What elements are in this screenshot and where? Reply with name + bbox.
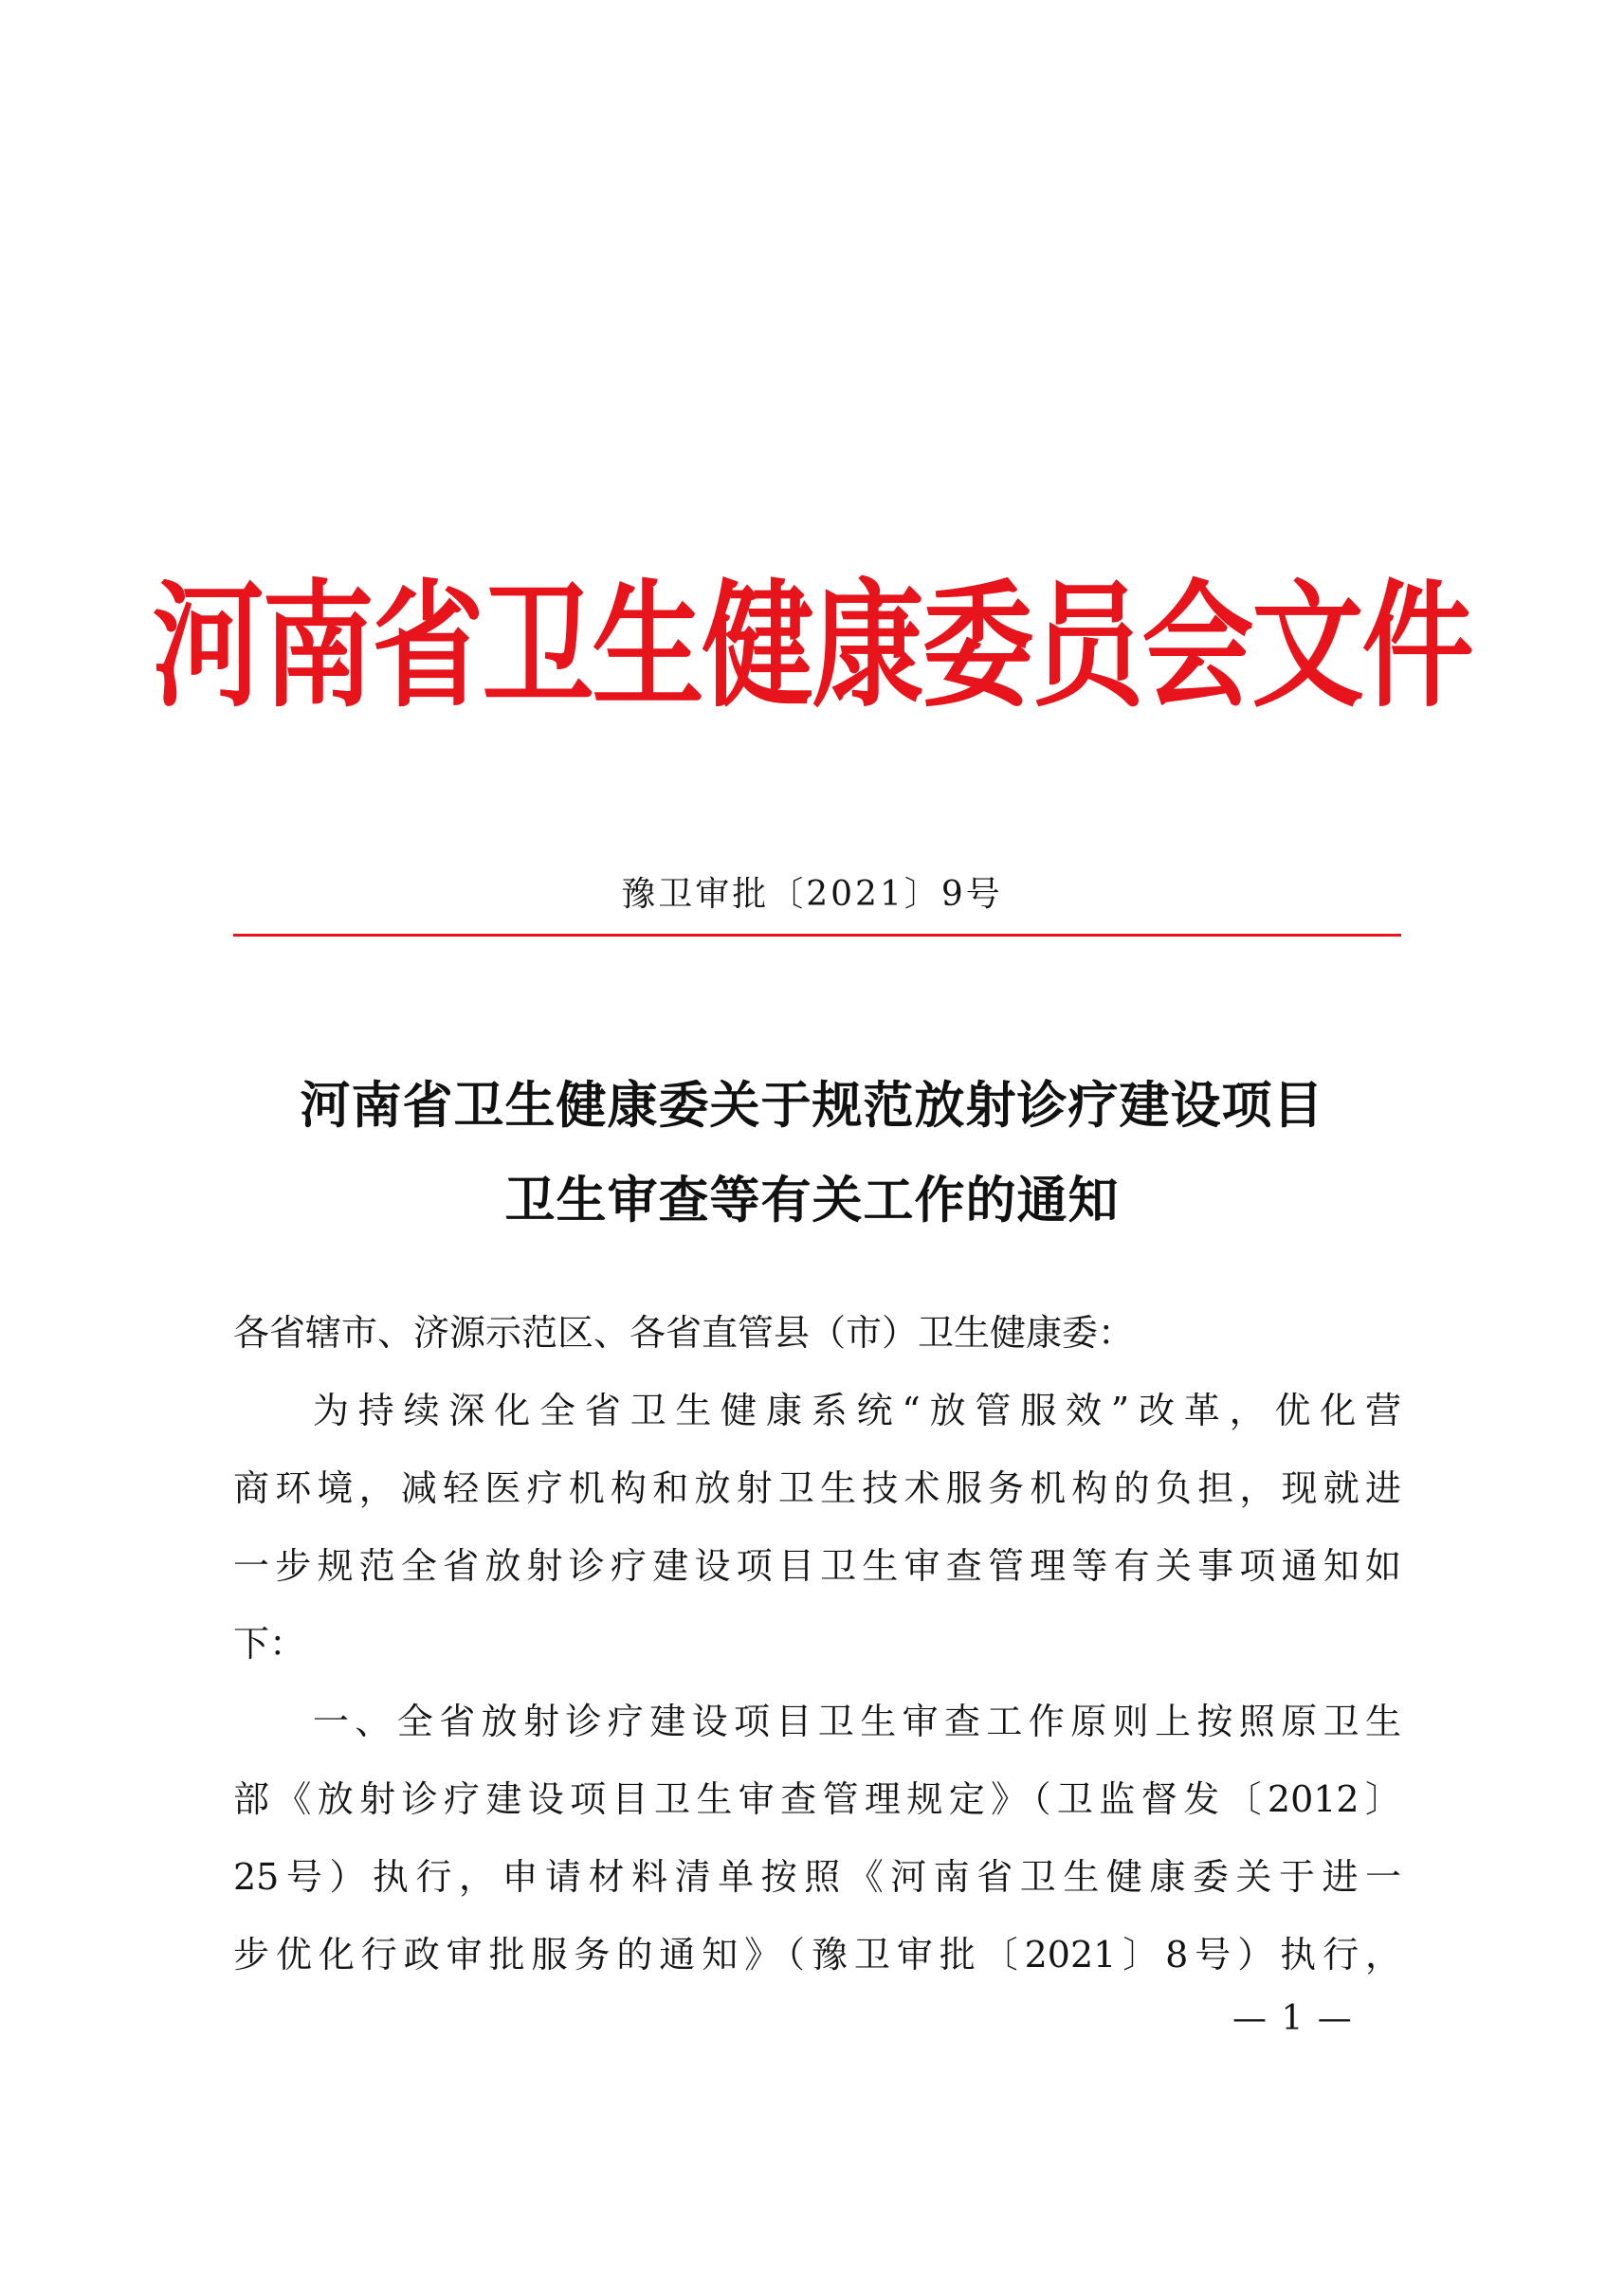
paragraph-1-line-2: 商环境，减轻医疗机构和放射卫生技术服务机构的负担，现就进 [233,1467,1401,1509]
notice-title-line-2: 卫生审查等有关工作的通知 [504,1172,1120,1229]
paragraph-2-line-3: 25号）执行，申请材料清单按照《河南省卫生健康委关于进一 [233,1856,1401,1898]
paragraph-2-line-2: 部《放射诊疗建设项目卫生审查管理规定》（卫监督发〔2012〕 [233,1778,1401,1820]
paragraph-1-line-4: 下： [233,1623,306,1665]
salutation: 各省辖市、济源示范区、各省直管县（市）卫生健康委： [233,1312,1135,1354]
document-masthead: 河南省卫生健康委员会文件 [152,566,1472,726]
paragraph-2-line-1: 一、全省放射诊疗建设项目卫生审查工作原则上按照原卫生 [313,1701,1401,1742]
paragraph-2-line-4: 步优化行政审批服务的通知》（豫卫审批〔2021〕8号）执行， [233,1934,1401,1976]
document-number: 豫卫审批〔2021〕9号 [621,875,1003,914]
notice-title-line-1: 河南省卫生健康委关于规范放射诊疗建设项目 [300,1077,1324,1135]
page-number: — 1 — [1232,1999,1354,2038]
red-divider-rule [233,934,1401,937]
paragraph-1-line-1: 为持续深化全省卫生健康系统“放管服效”改革，优化营 [313,1390,1401,1431]
paragraph-1-line-3: 一步规范全省放射诊疗建设项目卫生审查管理等有关事项通知如 [233,1545,1401,1587]
